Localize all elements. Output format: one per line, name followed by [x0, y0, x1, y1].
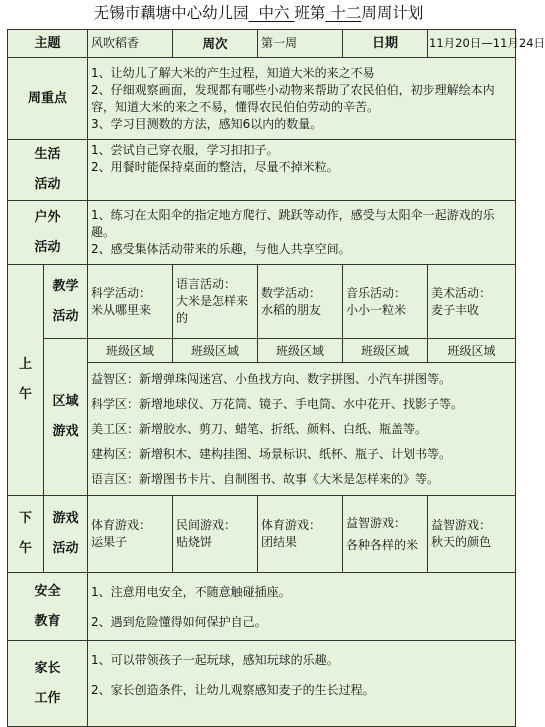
game-label: 游戏 活动 — [44, 496, 88, 573]
area-line: 美工区：新增胶水、剪刀、蜡笔、折纸、颜料、白纸、瓶盖等。 — [91, 421, 428, 436]
title-class: 中六 — [258, 4, 290, 22]
page-title — [0, 0, 517, 28]
focus-content — [88, 58, 516, 140]
area-line: 语言区：新增图书卡片、自制图书、故事《大米是怎样来的》等。 — [91, 471, 440, 486]
date-value: 11月20日—11月24日 — [428, 30, 516, 58]
header-row — [8, 30, 516, 58]
week-value: 第一周 — [258, 30, 343, 58]
safety-line-1: 1、注意用电安全，不随意触碰插座。 — [91, 584, 291, 599]
teaching-cell: 语言活动： 大米是怎样来的 — [173, 265, 258, 339]
focus-line-1: 1、让幼儿了解大米的产生过程，知道大米的来之不易 — [91, 65, 375, 80]
life-row — [8, 140, 516, 201]
week-label: 周次 — [173, 30, 258, 58]
teaching-label: 教学 活动 — [44, 265, 88, 339]
parents-content — [88, 641, 516, 727]
focus-line-3: 3、学习目测数的方法，感知6以内的数量。 — [91, 116, 323, 131]
parents-label: 家长 工作 — [8, 641, 88, 727]
title-suffix: 周周计划 — [361, 4, 424, 22]
focus-label: 周重点 — [8, 58, 88, 140]
area-label: 区域 游戏 — [44, 339, 88, 496]
life-content — [88, 140, 516, 201]
title-school: 无锡市藕塘中心幼儿园 — [93, 4, 249, 22]
afternoon-label: 下 午 — [8, 496, 44, 573]
life-label: 生活 活动 — [8, 140, 88, 201]
theme-value: 风吹稻香 — [88, 30, 173, 58]
teaching-cell: 数学活动： 水稻的朋友 — [258, 265, 343, 339]
title-mid: 班第 — [294, 4, 326, 22]
title-week: 十二 — [330, 4, 362, 22]
life-line-2: 2、用餐时能保持桌面的整洁，尽量不掉米粒。 — [91, 160, 339, 174]
area-content — [88, 363, 516, 496]
zone-cell: 班级区域 — [428, 339, 516, 363]
zone-row — [8, 339, 516, 363]
parents-line-2: 2、家长创造条件，让幼儿观察感知麦子的生长过程。 — [91, 683, 375, 697]
afternoon-row — [8, 496, 516, 573]
area-line: 建构区：新增积木、建构挂图、场景标识、纸杯、瓶子、计划书等。 — [91, 446, 452, 461]
area-line: 益智区：新增弹珠闯迷宫、小鱼找方向、数字拼图、小汽车拼图等。 — [91, 371, 452, 386]
safety-content — [88, 573, 516, 641]
teaching-cell: 科学活动： 米从哪里来 — [88, 265, 173, 339]
parents-row — [8, 641, 516, 727]
focus-line-2: 2、仔细观察画面，发现都有哪些小动物来帮助了农民伯伯，初步理解绘本内容，知道大米的来之不易，懂得农民伯伯劳动的辛苦。 — [91, 82, 495, 114]
zone-cell: 班级区域 — [88, 339, 173, 363]
theme-label: 主题 — [8, 30, 88, 58]
outdoor-label: 户外 活动 — [8, 201, 88, 265]
zone-cell: 班级区域 — [173, 339, 258, 363]
teaching-row — [8, 265, 516, 339]
teaching-cell: 美术活动： 麦子丰收 — [428, 265, 516, 339]
focus-row — [8, 58, 516, 140]
outdoor-line-1: 1、练习在太阳伞的指定地方爬行、跳跃等动作，感受与太阳伞一起游戏的乐趣。 — [91, 208, 495, 239]
safety-label: 安全 教育 — [8, 573, 88, 641]
parents-line-1: 1、可以带领孩子一起玩球，感知玩球的乐趣。 — [91, 653, 339, 667]
game-cell: 民间游戏： 贴烧饼 — [173, 496, 258, 573]
safety-row — [8, 573, 516, 641]
game-cell: 体育游戏： 团结果 — [258, 496, 343, 573]
outdoor-row — [8, 201, 516, 265]
game-cell: 体育游戏： 运果子 — [88, 496, 173, 573]
morning-label: 上 午 — [8, 265, 44, 496]
plan-table — [7, 29, 545, 727]
outdoor-content — [88, 201, 516, 265]
outdoor-line-2: 2、感受集体活动带来的乐趣，与他人共享空间。 — [91, 242, 351, 256]
date-label: 日期 — [343, 30, 428, 58]
zone-cell: 班级区域 — [258, 339, 343, 363]
area-line: 科学区：新增地球仪、万花筒、镜子、手电筒、水中花开、找影子等。 — [91, 396, 464, 411]
zone-cell: 班级区域 — [343, 339, 428, 363]
teaching-cell: 音乐活动： 小小一粒米 — [343, 265, 428, 339]
life-line-1: 1、尝试自己穿衣服，学习扣扣子。 — [91, 143, 279, 157]
game-cell: 益智游戏： 秋天的颜色 — [428, 496, 516, 573]
game-cell: 益智游戏： 各种各样的米 — [343, 496, 428, 573]
safety-line-2: 2、遇到危险懂得如何保护自己。 — [91, 614, 267, 629]
